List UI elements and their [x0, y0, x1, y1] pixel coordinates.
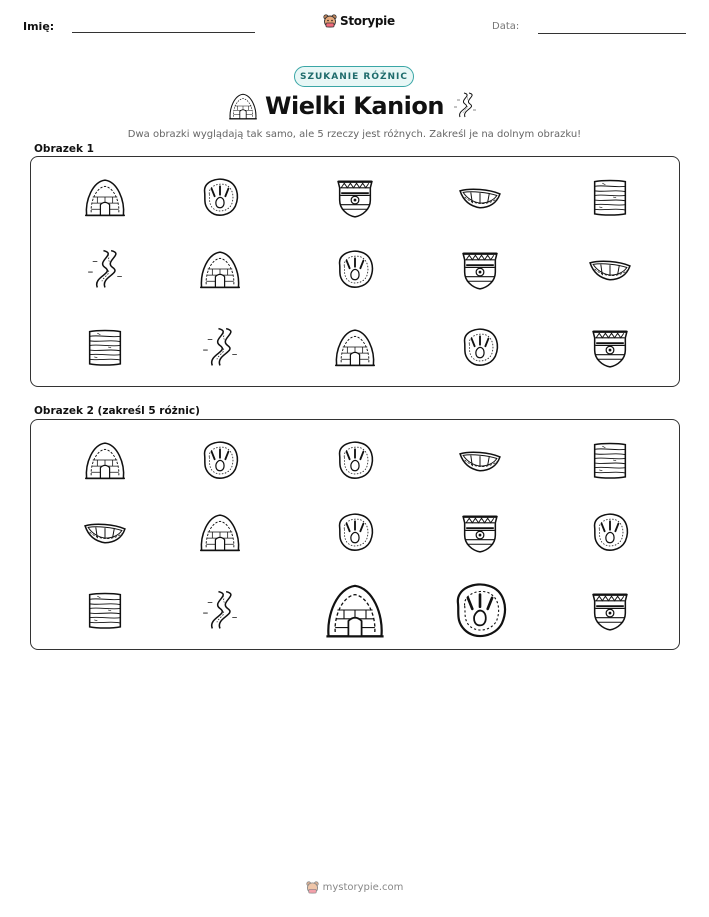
fossil-footprint-icon[interactable] — [447, 577, 513, 643]
river-icon — [450, 90, 480, 122]
fossil-footprint-icon[interactable] — [332, 509, 378, 555]
rock-layers-icon — [587, 174, 633, 220]
fossil-footprint-icon — [332, 246, 378, 292]
page-title: Wielki Kanion — [265, 92, 444, 120]
rowboat-icon[interactable] — [82, 509, 128, 555]
clay-pot-icon — [457, 246, 503, 292]
cave-hut-icon — [197, 246, 243, 292]
date-line[interactable] — [538, 33, 686, 34]
rock-layers-icon — [82, 324, 128, 370]
cave-hut-icon[interactable] — [82, 437, 128, 483]
rowboat-icon[interactable] — [457, 437, 503, 483]
name-label: Imię: — [23, 20, 55, 33]
fossil-footprint-icon[interactable] — [197, 437, 243, 483]
rowboat-icon — [587, 246, 633, 292]
cave-hut-icon — [332, 324, 378, 370]
fossil-footprint-icon[interactable] — [587, 509, 633, 555]
fossil-footprint-icon[interactable] — [332, 437, 378, 483]
clay-pot-icon — [587, 324, 633, 370]
bear-logo-icon — [323, 14, 337, 28]
instructions: Dwa obrazki wyglądają tak samo, ale 5 rzeczy jest różnych. Zakreśl je na dolnym obrazku! — [127, 129, 582, 140]
fossil-footprint-icon — [197, 174, 243, 220]
cave-hut-icon[interactable] — [197, 509, 243, 555]
footer — [0, 881, 709, 894]
cave-hut-icon[interactable] — [322, 577, 388, 643]
brand — [323, 14, 395, 28]
fossil-footprint-icon — [457, 324, 503, 370]
activity-badge: SZUKANIE RÓŻNIC — [294, 66, 414, 87]
rock-layers-icon[interactable] — [587, 437, 633, 483]
picture2-label: Obrazek 2 (zakreśl 5 różnic) — [34, 405, 200, 417]
bear-logo-icon — [306, 881, 319, 894]
river-icon[interactable] — [197, 587, 243, 633]
clay-pot-icon — [332, 174, 378, 220]
clay-pot-icon[interactable] — [457, 509, 503, 555]
river-icon — [197, 324, 243, 370]
picture1-label: Obrazek 1 — [34, 143, 94, 155]
footer-site: mystorypie.com — [322, 882, 404, 893]
cave-hut-icon — [82, 174, 128, 220]
name-line[interactable] — [72, 32, 255, 33]
river-icon — [82, 246, 128, 292]
clay-pot-icon[interactable] — [587, 587, 633, 633]
rowboat-icon — [457, 174, 503, 220]
date-label: Data: — [492, 21, 520, 32]
brand-name: Storypie — [340, 14, 395, 28]
cave-hut-icon — [227, 90, 259, 122]
rock-layers-icon[interactable] — [82, 587, 128, 633]
